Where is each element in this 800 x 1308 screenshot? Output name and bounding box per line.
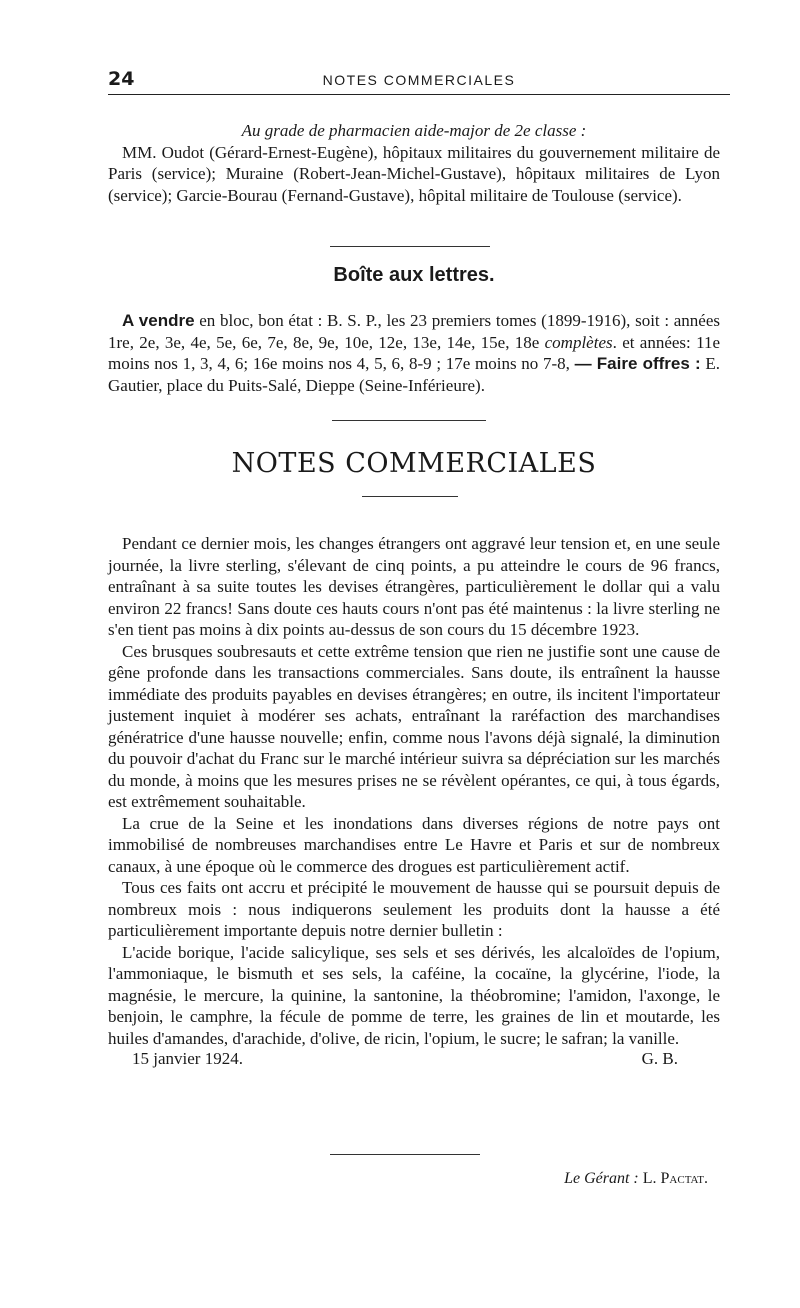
paragraph: Tous ces faits ont accru et précipité le mouvement de hausse qui se poursuit depuis de nombreux mois : nous indiquerons seulement les produits dont la hausse a été particulièrement importante depuis notre dernier bulletin :: [108, 878, 720, 940]
gerant-line: [564, 1170, 708, 1188]
paragraph: Ces brusques soubresauts et cette extrême tension que rien ne justifie sont une cause de gêne profonde dans les transactions commerciales. Sans doute, ils entraînent la hausse immédiate des produits payables en devises étrangères; en outre, ils incitent l'importateur justement inquiet à modérer ses achats, entraînant la raréfaction des marchandises génératrice d'une hausse nouvelle; enfin, comme nous l'avons déjà signalé, la diminution du pouvoir d'achat du Franc sur le marché intérieur suivra sa dépréciation sur les marchés du monde, à moins que les mesures prises ne se révèlent opérantes, ce qui, à tous égards, est extrêmement souhaitable.: [108, 641, 720, 811]
promotion-heading: Au grade de pharmacien aide-major de 2e classe :: [241, 121, 587, 140]
initials: G. B.: [641, 1049, 678, 1068]
boite-title: Boîte aux lettres.: [333, 264, 495, 286]
boite-text2: . et années: 11e moins nos 1, 3, 4, 6; 16e moins nos 4, 5, 6, 8-9 ; 17e moins no 7-8,: [108, 332, 720, 373]
gerant-name: L. Pactat.: [642, 1170, 708, 1187]
end-rule: [330, 1154, 480, 1155]
paragraph: L'acide borique, l'acide salicylique, ses sels et ses dérivés, les alcaloïdes de l'opium, l'ammoniaque, le bismuth et ses sels, la caféine, la cocaïne, la glycérine, l'iode, la magnésie, le mercure, la quinine, la santonine, la théobromine; l'amidon, l'axonge, le benjoin, le camphre, la fécule de pomme de terre, les graines de lin et moutarde, les huiles d'amandes, d'arachide, d'olive, de ricin, l'opium, le sucre; le safran; la vanille.: [108, 942, 720, 1048]
paragraph: Pendant ce dernier mois, les changes étrangers ont aggravé leur tension et, en une seule journée, la livre sterling, s'élevant de cinq points, a pu atteindre le cours de 96 francs, entraînant à sa suite toutes les devises étrangères, particulièrement le dollar qui a valu environ 22 francs! Sans doute ces hauts cours n'ont pas été maintenus : la livre sterling ne s'en tient pas moins à dix points au-dessus de son cours du 15 décembre 1923.: [108, 534, 720, 639]
promotion-text: MM. Oudot (Gérard-Ernest-Eugène), hôpitaux militaires du gouvernement militaire de Paris (service); Muraine (Robert-Jean-Michel-Gustave), hôpitaux militaires de Lyon (service); Garcie-Bourau (Fernand-Gustave), hôpital militaire de Toulouse (service).: [108, 142, 720, 205]
boite-completes: complètes: [544, 332, 613, 352]
boite-offres-text: E. Gautier, place du Puits-Salé, Dieppe (Seine-Inférieure).: [108, 354, 721, 395]
boite-offres-lead: — Faire offres :: [574, 354, 701, 373]
running-title: NOTES COMMERCIALES: [322, 72, 516, 88]
title-rule: [362, 496, 458, 497]
gerant-label: Le Gérant :: [564, 1170, 639, 1187]
paragraph: La crue de la Seine et les inondations dans diverses régions de notre pays ont immobilisé de nombreuses marchandises entre Le Havre et Paris et sur de nombreux canaux, à une époque où le commerce des drogues est particulièrement actif.: [108, 813, 720, 876]
page-number: 24: [108, 68, 135, 90]
section-title: NOTES COMMERCIALES: [231, 448, 597, 479]
boite-text1: en bloc, bon état : B. S. P., les 23 premiers tomes (1899-1916), soit : années 1re, 2e, 3e, 4e, 5e, 6e, 7e, 8e, 9e, 10e, 12e, 13e, 14e, 15e, 18e: [108, 311, 720, 352]
signature-row: [108, 1049, 720, 1073]
notes-section: [108, 0, 720, 1308]
date: 15 janvier 1924.: [132, 1049, 243, 1068]
boite-lead: A vendre: [122, 311, 195, 330]
notes-body: [108, 533, 720, 1073]
